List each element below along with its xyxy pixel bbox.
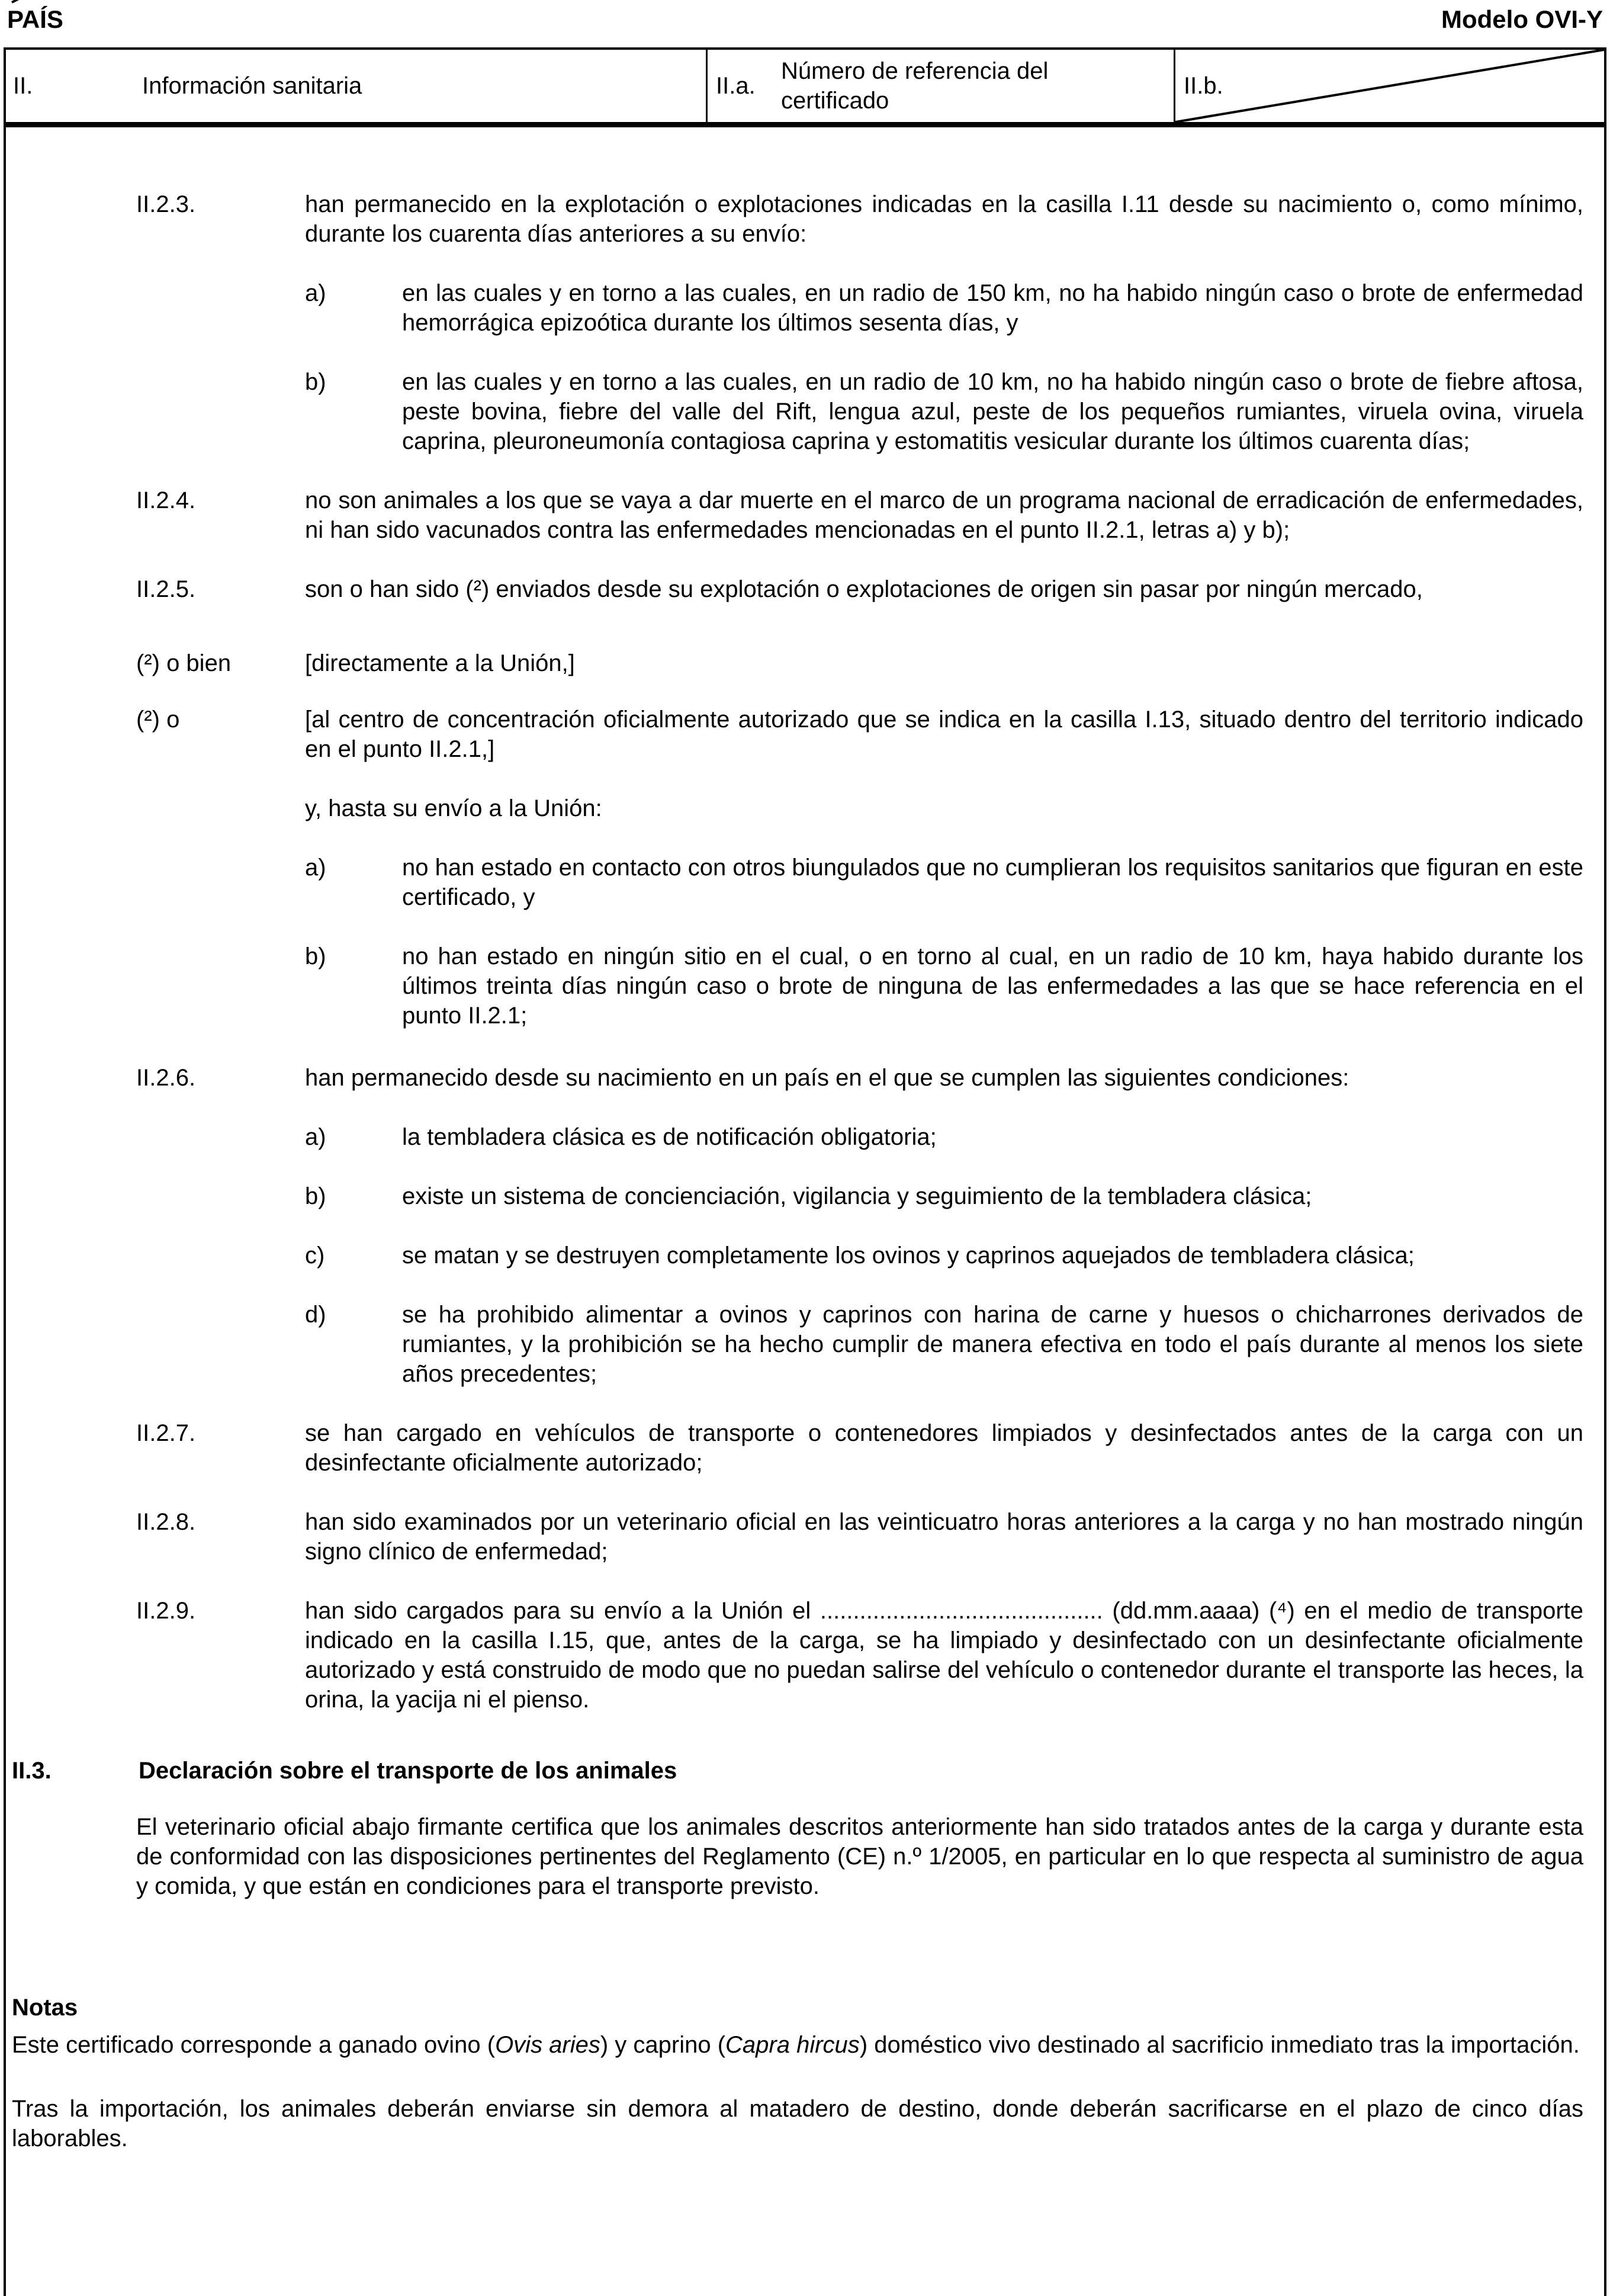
- section-II.3-heading: [12, 1756, 1583, 1786]
- section-title: Declaración sobre el transporte de los animales: [139, 1758, 677, 1784]
- option-label: (²) o bien: [136, 650, 232, 676]
- subitem-a: [305, 853, 1583, 912]
- page-corner-mark: [11, 0, 34, 4]
- option-either: [136, 648, 1583, 678]
- item-II.2.6: [136, 1063, 1583, 1093]
- item-label: II.2.9.: [136, 1598, 196, 1624]
- subitem-text: se matan y se destruyen completamente los ovinos y caprinos aquejados de tembladera clásica;: [402, 1242, 1415, 1269]
- model-label: Modelo OVI-Y: [1441, 5, 1603, 33]
- item-label: II.2.8.: [136, 1509, 196, 1535]
- item-II.2.5: [136, 574, 1583, 604]
- diagonal-line-icon: [1175, 50, 1604, 122]
- section-paragraph-text: El veterinario oficial abajo firmante certifica que los animales descritos anteriormente han sido tratados antes de la carga y durante esta de conformidad con las disposiciones pertinentes del Reglamento (CE) n.º 1/2005, en particular en lo que respecta al suministro de agua y comida, y que están en condiciones para el transporte previsto.: [136, 1814, 1583, 1899]
- header-cell-IIb: [1175, 50, 1604, 122]
- subitem-label: d): [305, 1302, 326, 1328]
- notes-paragraph-2: [12, 2094, 1583, 2153]
- item-text: no son animales a los que se vaya a dar muerte en el marco de un programa nacional de erradicación de enfermedades, ni han sido vacunados contra las enfermedades mencionadas en el punto II.2.1, letras a) y b);: [305, 487, 1583, 543]
- section-II.3-paragraph: [136, 1812, 1583, 1901]
- item-label: II.2.6.: [136, 1065, 196, 1091]
- subitem-text: existe un sistema de concienciación, vigilancia y seguimiento de la tembladera clásica;: [402, 1183, 1312, 1209]
- subitem-label: c): [305, 1242, 325, 1269]
- item-text: han permanecido desde su nacimiento en un país en el que se cumplen las siguientes condiciones:: [305, 1065, 1349, 1091]
- item-text: han sido examinados por un veterinario oficial en las veinticuatro horas anteriores a la carga y no han mostrado ningún signo clínico de enfermedad;: [305, 1509, 1583, 1565]
- notes-heading: [12, 1993, 1583, 2022]
- section-label: II.3.: [12, 1758, 52, 1784]
- certificate-body: [4, 127, 1606, 2296]
- notes-p1-mid: ) y caprino (: [600, 2032, 726, 2058]
- header-title-reference: Número de referencia del certificado: [781, 58, 1049, 114]
- item-label: II.2.3.: [136, 191, 196, 217]
- notes-p1-post: ) doméstico vivo destinado al sacrificio inmediato tras la importación.: [859, 2032, 1580, 2058]
- subitem-b: [305, 367, 1583, 456]
- item-II.2.7: [136, 1418, 1583, 1478]
- subitem-label: b): [305, 1183, 326, 1209]
- item-label: II.2.7.: [136, 1420, 196, 1446]
- item-II.2.9: [136, 1596, 1583, 1714]
- subitem-text: en las cuales y en torno a las cuales, en un radio de 150 km, no ha habido ningún caso o brote de enfermedad hemorrágica epizoótica durante los últimos sesenta días, y: [402, 280, 1583, 336]
- subitem-label: a): [305, 855, 326, 881]
- subitem-b: [305, 1181, 1583, 1211]
- continuation-line: [305, 794, 1583, 823]
- item-label: II.2.5.: [136, 576, 196, 602]
- notes-paragraph-1-text: [12, 2030, 1583, 2060]
- subitem-text: la tembladera clásica es de notificación obligatoria;: [402, 1124, 937, 1150]
- header-num-IIa: II.a.: [716, 73, 756, 99]
- subitem-c: [305, 1241, 1583, 1270]
- subitem-b: [305, 942, 1583, 1030]
- header-table: [4, 47, 1606, 127]
- subitem-text: no han estado en contacto con otros biungulados que no cumplieran los requisitos sanitarios que figuran en este certificado, y: [402, 855, 1583, 910]
- option-text: [directamente a la Unión,]: [305, 650, 575, 676]
- item-II.2.8: [136, 1507, 1583, 1566]
- notes-p1-pre: Este certificado corresponde a ganado ovino (: [12, 2032, 496, 2058]
- species-name-ovis-aries: Ovis aries: [495, 2032, 600, 2058]
- subitem-text: en las cuales y en torno a las cuales, en un radio de 10 km, no ha habido ningún caso o brote de fiebre aftosa, peste bovina, fiebre del valle del Rift, lengua azul, peste de los pequeños rumiantes, viruela ovina, viruela caprina, pleuroneumonía contagiosa caprina y estomatitis vesicular durante los últimos cuarenta días;: [402, 369, 1583, 454]
- notes-paragraph-1: [12, 2030, 1583, 2060]
- subitem-label: b): [305, 369, 326, 395]
- header-cell-reference: [708, 50, 1175, 122]
- item-label: II.2.4.: [136, 487, 196, 513]
- item-II.2.3: [136, 190, 1583, 249]
- subitem-a: [305, 1122, 1583, 1152]
- option-label: (²) o: [136, 707, 180, 733]
- item-text: son o han sido (²) enviados desde su explotación o explotaciones de origen sin pasar por ningún mercado,: [305, 576, 1423, 602]
- country-label: PAÍS: [7, 5, 63, 33]
- item-II.2.4: [136, 486, 1583, 545]
- notes-title: Notas: [12, 1995, 78, 2021]
- page-top-bar: [0, 0, 1610, 47]
- header-num-II: II.: [13, 73, 33, 99]
- header-title-info: Información sanitaria: [142, 73, 362, 99]
- item-text: se han cargado en vehículos de transporte o contenedores limpiados y desinfectados antes de la carga con un desinfectante oficialmente autorizado;: [305, 1420, 1583, 1476]
- notes-paragraph-2-text: Tras la importación, los animales deberán enviarse sin demora al matadero de destino, donde deberán sacrificarse en el plazo de cinco días laborables.: [12, 2096, 1583, 2152]
- item-text: han sido cargados para su envío a la Unión el ........................................... (dd.mm.aaaa) (⁴) en el medio de transporte indicado en la casilla I.15, que, antes de la carga, se ha limpiado y desinfectado con un desinfectante oficialmente autorizado y está construido de modo que no puedan salirse del vehículo o contenedor durante el transporte las heces, la orina, la yacija ni el pienso.: [305, 1598, 1583, 1713]
- subitem-d: [305, 1300, 1583, 1389]
- option-text: [al centro de concentración oficialmente autorizado que se indica en la casilla I.13, situado dentro del territorio indicado en el punto II.2.1,]: [305, 707, 1583, 762]
- item-text: han permanecido en la explotación o explotaciones indicadas en la casilla I.11 desde su nacimiento o, como mínimo, durante los cuarenta días anteriores a su envío:: [305, 191, 1583, 247]
- header-num-IIb: II.b.: [1184, 73, 1223, 99]
- subitem-a: [305, 278, 1583, 338]
- subitem-text: no han estado en ningún sitio en el cual, o en torno al cual, en un radio de 10 km, haya habido durante los últimos treinta días ningún caso o brote de ninguna de las enfermedades a las que se hace referencia en el punto II.2.1;: [402, 943, 1583, 1029]
- option-or: [136, 705, 1583, 764]
- subitem-label: a): [305, 1124, 326, 1150]
- species-name-capra-hircus: Capra hircus: [725, 2032, 860, 2058]
- subitem-label: a): [305, 280, 326, 306]
- subitem-label: b): [305, 943, 326, 969]
- header-cell-info: [6, 50, 708, 122]
- subitem-text: se ha prohibido alimentar a ovinos y caprinos con harina de carne y huesos o chicharrones derivados de rumiantes, y la prohibición se ha hecho cumplir de manera efectiva en todo el país durante al menos los siete años precedentes;: [402, 1302, 1583, 1387]
- continuation-text: y, hasta su envío a la Unión:: [305, 795, 602, 821]
